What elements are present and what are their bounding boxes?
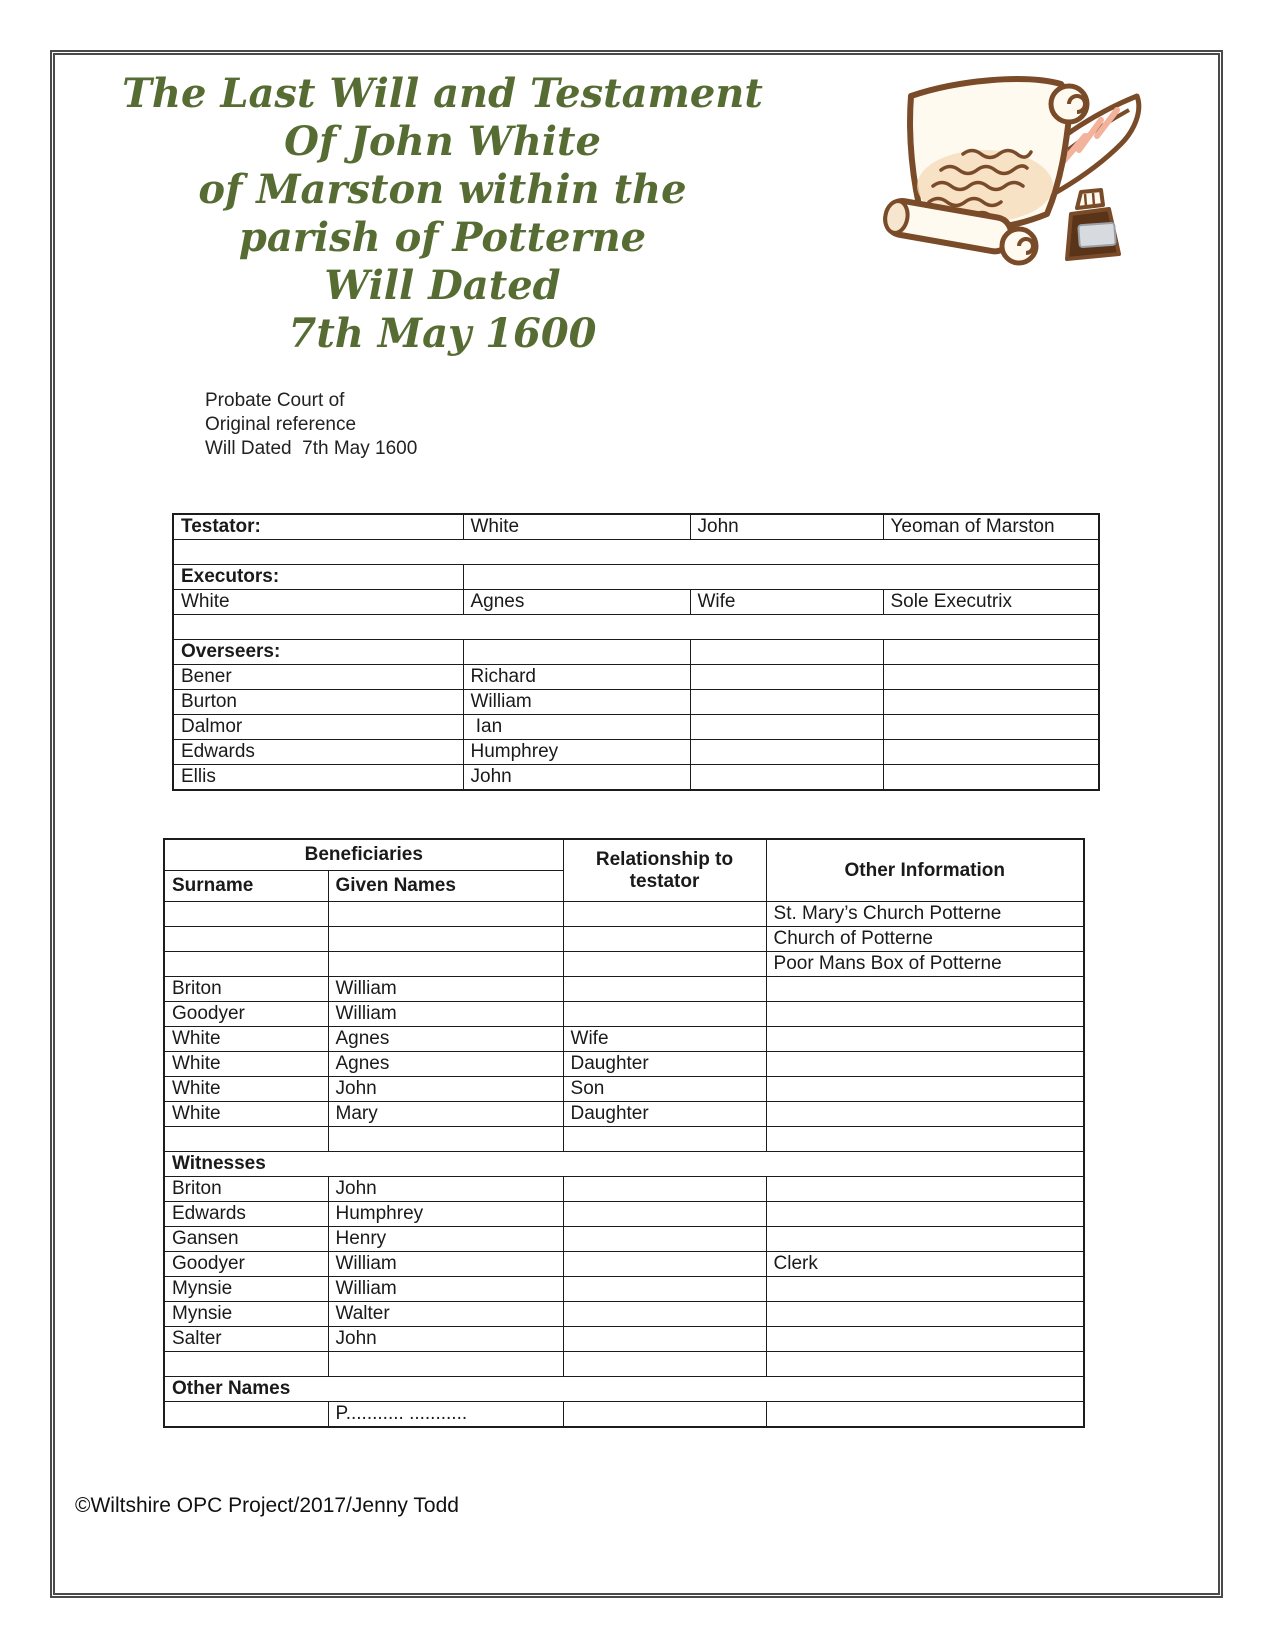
empty-cell	[766, 1352, 1084, 1377]
cell-surname: Briton	[164, 977, 328, 1002]
overseer-row	[173, 690, 1099, 715]
cell-surname	[164, 1402, 328, 1428]
empty-cell	[328, 1127, 563, 1152]
cell-given: Mary	[328, 1102, 563, 1127]
overseer-row	[173, 665, 1099, 690]
cell-relationship: Daughter	[563, 1052, 766, 1077]
cell-surname	[164, 952, 328, 977]
cell-surname: White	[463, 514, 690, 540]
reference-line: Probate Court of	[205, 390, 345, 411]
spacer-row	[164, 1127, 1084, 1152]
empty-cell	[164, 1352, 328, 1377]
cell-other: Sole Executrix	[883, 590, 1099, 615]
cell-other	[766, 1077, 1084, 1102]
cell-surname: Ellis	[173, 765, 463, 791]
testator-label: Testator:	[173, 514, 463, 540]
cell-relationship	[563, 1402, 766, 1428]
empty-cell	[690, 640, 883, 665]
empty-cell	[883, 690, 1099, 715]
beneficiary-row	[164, 952, 1084, 977]
reference-line: Original reference	[205, 414, 357, 435]
cell-given: P........... ...........	[328, 1402, 563, 1428]
empty-cell	[883, 640, 1099, 665]
beneficiary-row	[164, 1027, 1084, 1052]
cell-given: Humphrey	[328, 1202, 563, 1227]
testator-row	[173, 514, 1099, 540]
beneficiaries-header: Beneficiaries	[164, 839, 563, 871]
other-name-row	[164, 1402, 1084, 1428]
empty-cell	[883, 765, 1099, 791]
empty-cell	[766, 1127, 1084, 1152]
cell-relationship	[563, 1302, 766, 1327]
beneficiary-row	[164, 977, 1084, 1002]
cell-given	[328, 927, 563, 952]
witnesses-label: Witnesses	[164, 1152, 1084, 1177]
beneficiary-row	[164, 927, 1084, 952]
cell-given: Henry	[328, 1227, 563, 1252]
cell-relationship: Wife	[690, 590, 883, 615]
empty-cell	[690, 665, 883, 690]
cell-given: John	[690, 514, 883, 540]
relationship-header: Relationship to testator	[563, 839, 766, 902]
cell-other	[766, 1177, 1084, 1202]
cell-relationship: Wife	[563, 1027, 766, 1052]
cell-surname	[164, 927, 328, 952]
cell-surname: White	[164, 1077, 328, 1102]
overseer-row	[173, 715, 1099, 740]
cell-given: William	[328, 1002, 563, 1027]
cell-given: Walter	[328, 1302, 563, 1327]
cell-surname	[164, 902, 328, 927]
cell-surname: White	[164, 1102, 328, 1127]
empty-cell	[690, 765, 883, 791]
empty-cell	[690, 740, 883, 765]
cell-given: Agnes	[463, 590, 690, 615]
cell-other	[766, 1277, 1084, 1302]
cell-surname: Dalmor	[173, 715, 463, 740]
beneficiary-row	[164, 1052, 1084, 1077]
copyright-footer: ©Wiltshire OPC Project/2017/Jenny Todd	[75, 1494, 459, 1517]
cell-relationship: Daughter	[563, 1102, 766, 1127]
title-line: The Last Will and Testament	[122, 70, 763, 117]
cell-surname: Edwards	[164, 1202, 328, 1227]
beneficiaries-table	[163, 838, 1085, 1428]
cell-other: St. Mary’s Church Potterne	[766, 902, 1084, 927]
cell-other	[766, 1402, 1084, 1428]
cell-surname: Goodyer	[164, 1252, 328, 1277]
cell-surname: Mynsie	[164, 1277, 328, 1302]
title-line: 7th May 1600	[288, 310, 597, 357]
cell-other	[766, 1302, 1084, 1327]
cell-surname: White	[164, 1027, 328, 1052]
cell-other	[766, 1102, 1084, 1127]
cell-given: John	[328, 1077, 563, 1102]
empty-cell	[563, 1127, 766, 1152]
scroll-quill-inkwell-icon	[833, 58, 1145, 290]
cell-surname: Edwards	[173, 740, 463, 765]
cell-given: William	[328, 1277, 563, 1302]
cell-given: John	[328, 1177, 563, 1202]
cell-surname: Gansen	[164, 1227, 328, 1252]
empty-cell	[463, 565, 1099, 590]
title-line: Will Dated	[324, 262, 561, 309]
cell-surname: White	[164, 1052, 328, 1077]
empty-cell	[164, 1127, 328, 1152]
empty-cell	[690, 690, 883, 715]
cell-given: Richard	[463, 665, 690, 690]
empty-cell	[328, 1352, 563, 1377]
other-names-label: Other Names	[164, 1377, 1084, 1402]
empty-cell	[563, 1352, 766, 1377]
surname-header: Surname	[164, 871, 328, 902]
reference-line: Will Dated 7th May 1600	[205, 438, 418, 459]
beneficiary-row	[164, 902, 1084, 927]
group-header-row	[164, 839, 1084, 871]
cell-surname: Goodyer	[164, 1002, 328, 1027]
empty-cell	[883, 665, 1099, 690]
witness-row	[164, 1302, 1084, 1327]
probate-reference	[205, 389, 417, 461]
cell-relationship	[563, 902, 766, 927]
witness-row	[164, 1327, 1084, 1352]
witness-row	[164, 1177, 1084, 1202]
spacer-row	[173, 540, 1099, 565]
title-line: parish of Potterne	[238, 214, 647, 261]
executor-row	[173, 590, 1099, 615]
cell-relationship	[563, 1252, 766, 1277]
cell-given: Ian	[463, 715, 690, 740]
cell-relationship: Son	[563, 1077, 766, 1102]
cell-surname: Briton	[164, 1177, 328, 1202]
other-names-header-row	[164, 1377, 1084, 1402]
summary-table	[172, 513, 1100, 791]
cell-other	[766, 977, 1084, 1002]
cell-given: John	[328, 1327, 563, 1352]
beneficiary-row	[164, 1102, 1084, 1127]
witness-row	[164, 1277, 1084, 1302]
executors-header-row	[173, 565, 1099, 590]
empty-cell	[883, 715, 1099, 740]
witness-row	[164, 1202, 1084, 1227]
other-info-header: Other Information	[766, 839, 1084, 902]
cell-other	[766, 1027, 1084, 1052]
cell-given: William	[328, 977, 563, 1002]
cell-surname: Mynsie	[164, 1302, 328, 1327]
empty-cell	[463, 640, 690, 665]
witness-row	[164, 1252, 1084, 1277]
spacer-row	[173, 615, 1099, 640]
cell-relationship	[563, 1002, 766, 1027]
spacer-cell	[173, 540, 1099, 565]
executors-label: Executors:	[173, 565, 463, 590]
title-line: Of John White	[284, 118, 601, 165]
cell-other	[766, 1327, 1084, 1352]
cell-other	[766, 1052, 1084, 1077]
spacer-row	[164, 1352, 1084, 1377]
cell-relationship	[563, 1227, 766, 1252]
title-line: of Marston within the	[198, 166, 687, 213]
cell-given: Agnes	[328, 1052, 563, 1077]
empty-cell	[883, 740, 1099, 765]
cell-relationship	[563, 1277, 766, 1302]
cell-given	[328, 902, 563, 927]
cell-surname: Burton	[173, 690, 463, 715]
cell-given: William	[463, 690, 690, 715]
cell-surname: Salter	[164, 1327, 328, 1352]
overseer-row	[173, 740, 1099, 765]
beneficiary-row	[164, 1002, 1084, 1027]
witnesses-header-row	[164, 1152, 1084, 1177]
cell-surname: Bener	[173, 665, 463, 690]
cell-relationship	[563, 1177, 766, 1202]
overseers-header-row	[173, 640, 1099, 665]
cell-given: William	[328, 1252, 563, 1277]
cell-relationship	[563, 952, 766, 977]
cell-relationship	[563, 1202, 766, 1227]
cell-relationship	[563, 1327, 766, 1352]
cell-given: John	[463, 765, 690, 791]
cell-other	[766, 1002, 1084, 1027]
cell-other	[766, 1202, 1084, 1227]
cell-given: Agnes	[328, 1027, 563, 1052]
cell-other: Poor Mans Box of Potterne	[766, 952, 1084, 977]
cell-other	[766, 1227, 1084, 1252]
overseers-label: Overseers:	[173, 640, 463, 665]
empty-cell	[690, 715, 883, 740]
given-names-header: Given Names	[328, 871, 563, 902]
cell-relationship	[563, 927, 766, 952]
cell-given: Humphrey	[463, 740, 690, 765]
cell-other: Yeoman of Marston	[883, 514, 1099, 540]
witness-row	[164, 1227, 1084, 1252]
cell-other: Church of Potterne	[766, 927, 1084, 952]
spacer-cell	[173, 615, 1099, 640]
cell-given	[328, 952, 563, 977]
cell-surname: White	[173, 590, 463, 615]
overseer-row	[173, 765, 1099, 791]
document-title	[120, 70, 765, 358]
cell-relationship	[563, 977, 766, 1002]
beneficiary-row	[164, 1077, 1084, 1102]
cell-other: Clerk	[766, 1252, 1084, 1277]
